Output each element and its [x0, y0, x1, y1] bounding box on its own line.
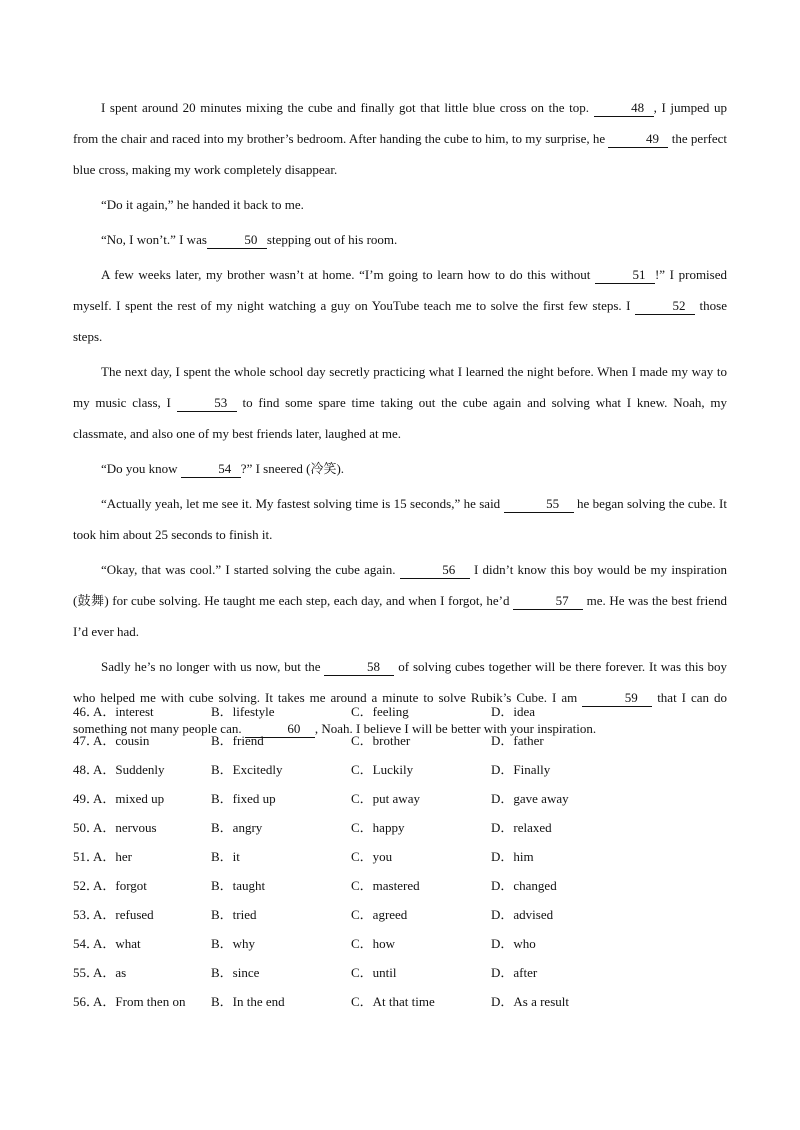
passage-text: Sadly he’s no longer with us now, but the: [101, 659, 321, 674]
passage-text: I didn’t know this boy would be my inspiration (鼓舞) for cube solving. He taught me each step, each day, and when I forgot, he’d: [73, 562, 727, 608]
option-a: A．as: [93, 965, 127, 980]
passage-text: “Actually yeah, let me see it. My fastest solving time is 15 seconds,” he said: [101, 496, 501, 511]
passage-text: !” I promised myself. I spent the rest of my night watching a guy on YouTube teach me to solve the first few steps. I: [73, 267, 728, 313]
option-a: A．refused: [93, 907, 154, 922]
question-row: [73, 726, 727, 755]
blank-56: 56: [400, 562, 470, 579]
option-c: C．agreed: [351, 907, 408, 922]
question-number: 52．: [73, 878, 100, 893]
option-b: B．Excitedly: [211, 762, 283, 777]
question-row: [73, 842, 727, 871]
passage-text: , Noah. I believe I will be better with your inspiration.: [314, 721, 597, 736]
passage-text: those steps.: [73, 298, 727, 344]
option-c: C．put away: [351, 791, 420, 806]
passage-text: stepping out of his room.: [266, 232, 398, 247]
paragraph: [73, 488, 727, 550]
paragraph: [73, 453, 727, 484]
passage-text: I spent around 20 minutes mixing the cube and finally got that little blue cross on the top.: [101, 100, 590, 115]
option-b: B．fixed up: [211, 791, 276, 806]
question-number: 56．: [73, 994, 100, 1009]
option-b: B．it: [211, 849, 240, 864]
question-row: [73, 697, 727, 726]
passage-text: , I jumped up from the chair and raced into my brother’s bedroom. After handing the cube to him, to my surprise, he: [73, 100, 728, 146]
blank-51: 51: [595, 267, 655, 284]
blank-58: 58: [324, 659, 394, 676]
question-row: [73, 871, 727, 900]
question-number: 53．: [73, 907, 100, 922]
option-c: C．brother: [351, 733, 411, 748]
paragraph: [73, 224, 727, 255]
blank-54: 54: [181, 461, 241, 478]
blank-55: 55: [504, 496, 574, 513]
option-c: C．mastered: [351, 878, 420, 893]
passage-text: the perfect blue cross, making my work completely disappear.: [73, 131, 728, 177]
passage-text: “Do it again,” he handed it back to me.: [101, 197, 304, 212]
paragraph: [73, 356, 727, 449]
passage-text: that I can do something not many people can.: [73, 690, 727, 736]
passage-text: “No, I won’t.” I was: [101, 232, 207, 247]
passage-text: The next day, I spent the whole school day secretly practicing what I learned the night before. When I made my way to my music class, I: [73, 364, 727, 410]
paragraph: [73, 259, 727, 352]
option-c: C．until: [351, 965, 397, 980]
option-b: B．friend: [211, 733, 264, 748]
passage-text: “Okay, that was cool.” I started solving the cube again.: [101, 562, 396, 577]
option-b: B．why: [211, 936, 256, 951]
paragraph: [73, 189, 727, 220]
option-a: A．mixed up: [93, 791, 165, 806]
option-c: C．happy: [351, 820, 405, 835]
option-d: D．Finally: [491, 762, 551, 777]
question-row: [73, 755, 727, 784]
option-b: B．lifestyle: [211, 704, 275, 719]
passage-text: of solving cubes together will be there forever. It was this boy who helped me with cube solving. It takes me around a minute to solve Rubik’s Cube. I am: [73, 659, 727, 705]
option-d: D．who: [491, 936, 536, 951]
paragraph: [73, 92, 727, 185]
blank-60: 60: [245, 721, 315, 738]
option-a: A．nervous: [93, 820, 157, 835]
option-a: A．forgot: [93, 878, 147, 893]
option-d: D．As a result: [491, 994, 569, 1009]
option-a: A．interest: [93, 704, 154, 719]
passage-text: to find some spare time taking out the cube again and solving what I knew. Noah, my classmate, and also one of my best friends later, laughed at me.: [73, 395, 728, 441]
question-row: [73, 813, 727, 842]
option-a: A．her: [93, 849, 132, 864]
option-b: B．angry: [211, 820, 263, 835]
passage-text: A few weeks later, my brother wasn’t at home. “I’m going to learn how to do this without: [101, 267, 591, 282]
option-b: B．taught: [211, 878, 266, 893]
option-a: A．cousin: [93, 733, 150, 748]
question-row: [73, 958, 727, 987]
paragraph: [73, 554, 727, 647]
option-d: D．changed: [491, 878, 557, 893]
passage-text: “Do you know: [101, 461, 178, 476]
cloze-passage: [73, 92, 727, 748]
blank-49: 49: [608, 131, 668, 148]
blank-52: 52: [635, 298, 695, 315]
passage-text: me. He was the best friend I’d ever had.: [73, 593, 727, 639]
option-b: B．since: [211, 965, 260, 980]
blank-53: 53: [177, 395, 237, 412]
question-row: [73, 929, 727, 958]
option-c: C．At that time: [351, 994, 435, 1009]
option-c: C．how: [351, 936, 396, 951]
question-number: 48．: [73, 762, 100, 777]
option-d: D．him: [491, 849, 534, 864]
option-a: A．From then on: [93, 994, 186, 1009]
option-c: C．Luckily: [351, 762, 414, 777]
option-a: A．what: [93, 936, 141, 951]
question-row: [73, 987, 727, 1016]
option-b: B．tried: [211, 907, 257, 922]
option-c: C．feeling: [351, 704, 409, 719]
option-b: B．In the end: [211, 994, 285, 1009]
question-row: [73, 900, 727, 929]
passage-text: ?” I sneered (冷笑).: [240, 461, 345, 476]
blank-59: 59: [582, 690, 652, 707]
option-d: D．idea: [491, 704, 536, 719]
option-c: C．you: [351, 849, 393, 864]
answer-options: [73, 697, 727, 1016]
option-a: A．Suddenly: [93, 762, 165, 777]
option-d: D．relaxed: [491, 820, 552, 835]
question-number: 51．: [73, 849, 100, 864]
blank-50: 50: [207, 232, 267, 249]
question-number: 46．: [73, 704, 100, 719]
option-d: D．advised: [491, 907, 554, 922]
option-d: D．gave away: [491, 791, 569, 806]
question-number: 49．: [73, 791, 100, 806]
question-number: 55．: [73, 965, 100, 980]
question-number: 50．: [73, 820, 100, 835]
option-d: D．father: [491, 733, 544, 748]
passage-text: he began solving the cube. It took him about 25 seconds to finish it.: [73, 496, 727, 542]
blank-57: 57: [513, 593, 583, 610]
question-number: 47．: [73, 733, 100, 748]
blank-48: 48: [594, 100, 654, 117]
option-d: D．after: [491, 965, 538, 980]
question-row: [73, 784, 727, 813]
question-number: 54．: [73, 936, 100, 951]
